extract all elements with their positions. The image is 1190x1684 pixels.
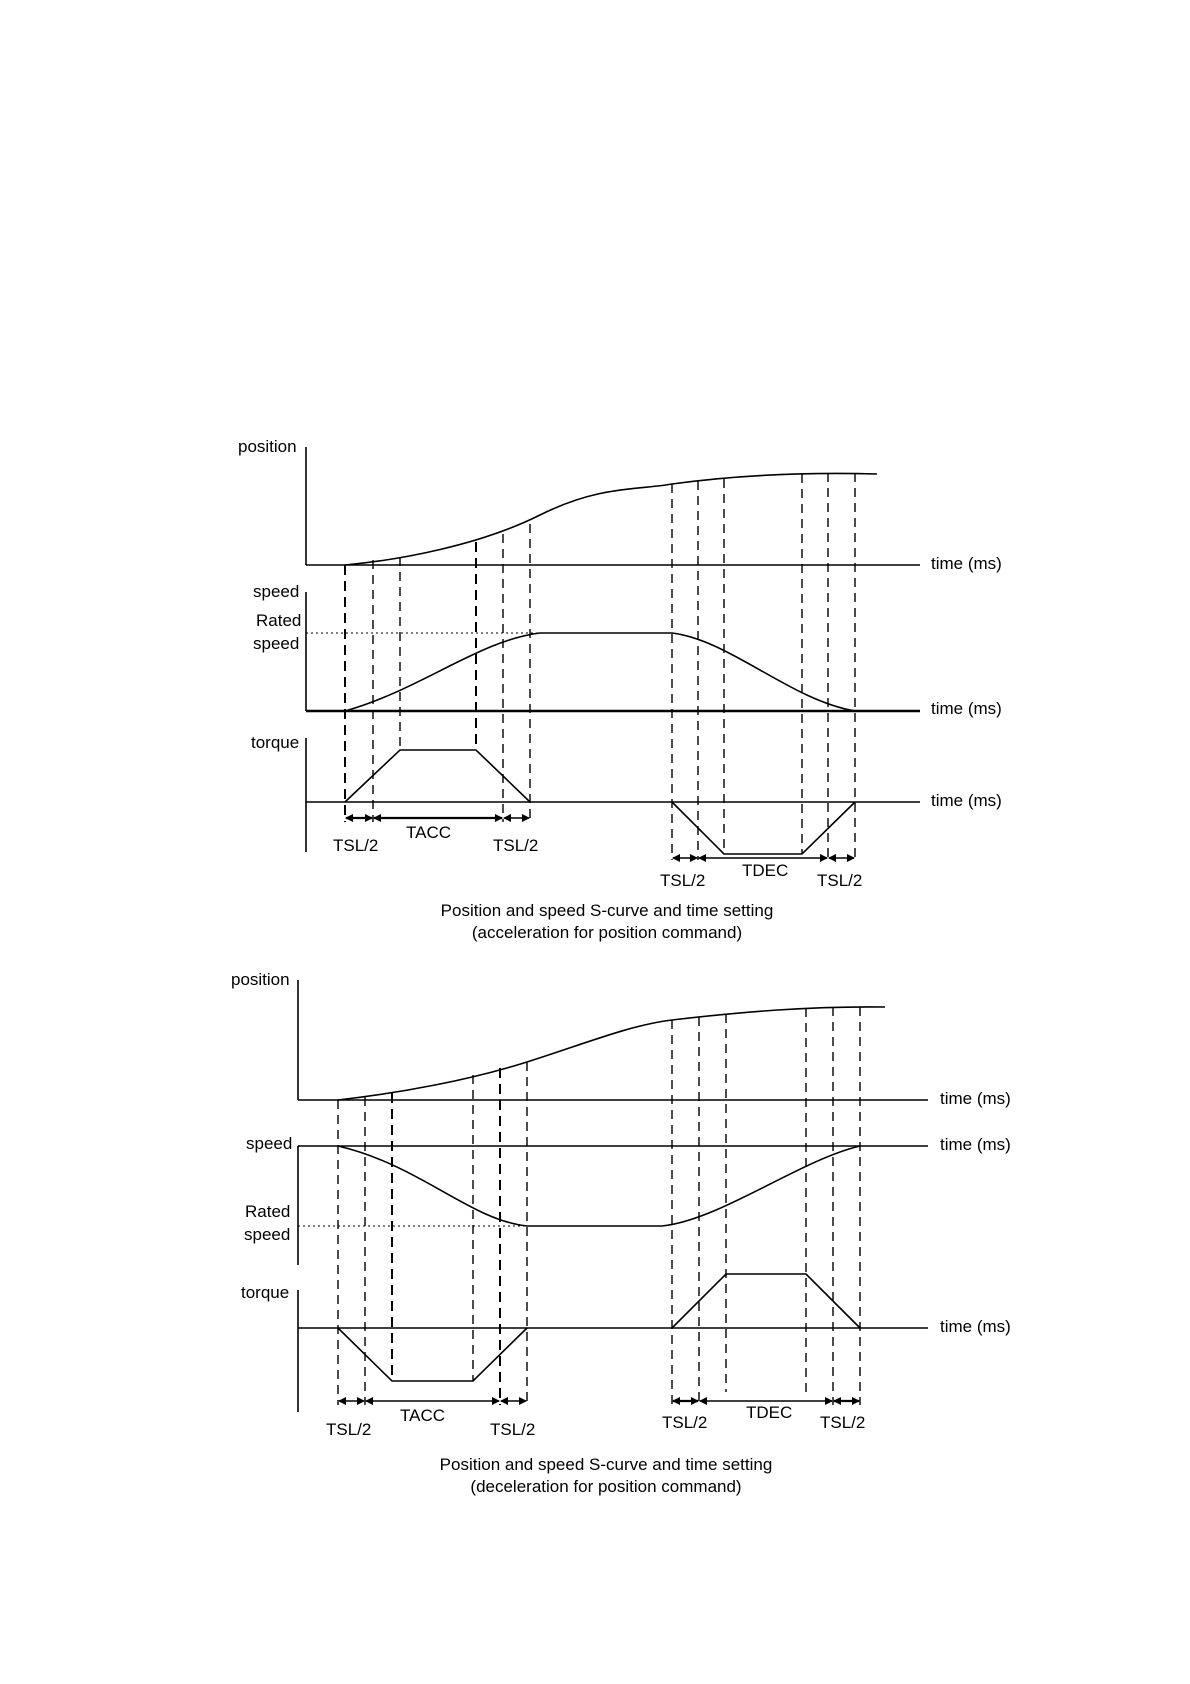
tdec-label: TDEC (742, 861, 789, 880)
tsl-label: TSL/2 (662, 1413, 708, 1432)
time-axis-label: time (ms) (940, 1089, 1011, 1108)
rated-label: Rated (245, 1202, 291, 1221)
tsl-label: TSL/2 (493, 836, 539, 855)
tsl-label: TSL/2 (817, 871, 863, 890)
tsl-label: TSL/2 (490, 1420, 536, 1439)
speed-curve (345, 633, 855, 711)
caption-title: Position and speed S-curve and time setting (440, 901, 774, 920)
time-axis-label: time (ms) (940, 1135, 1011, 1154)
speed-axis-label: speed (246, 1134, 293, 1153)
time-axis-label: time (ms) (931, 791, 1002, 810)
position-curve (345, 473, 877, 565)
tsl-label: TSL/2 (333, 836, 379, 855)
tacc-label: TACC (406, 823, 452, 842)
rated-label: Rated (256, 611, 302, 630)
speed-axis-label: speed (253, 582, 300, 601)
caption-subtitle: (deceleration for position command) (470, 1477, 742, 1496)
deceleration-diagram (231, 970, 1011, 1496)
speed-curve (338, 1146, 860, 1226)
rated-speed-label: speed (244, 1225, 291, 1244)
tsl-label: TSL/2 (820, 1413, 866, 1432)
tsl-label: TSL/2 (660, 871, 706, 890)
position-axis-label: position (231, 970, 290, 989)
time-axis-label: time (ms) (931, 699, 1002, 718)
rated-speed-label: speed (253, 634, 300, 653)
position-axis-label: position (238, 437, 297, 456)
position-curve (338, 1007, 885, 1100)
acceleration-diagram (238, 437, 1002, 942)
caption-title: Position and speed S-curve and time setting (439, 1455, 773, 1474)
torque-axis-label: torque (241, 1283, 290, 1302)
caption-subtitle: (acceleration for position command) (471, 923, 743, 942)
time-axis-label: time (ms) (931, 554, 1002, 573)
tacc-label: TACC (400, 1406, 446, 1425)
torque-axis-label: torque (251, 733, 300, 752)
time-axis-label: time (ms) (940, 1317, 1011, 1336)
tdec-label: TDEC (746, 1403, 793, 1422)
tsl-label: TSL/2 (326, 1420, 372, 1439)
torque-curve (672, 1274, 860, 1328)
torque-curve (338, 1328, 527, 1381)
